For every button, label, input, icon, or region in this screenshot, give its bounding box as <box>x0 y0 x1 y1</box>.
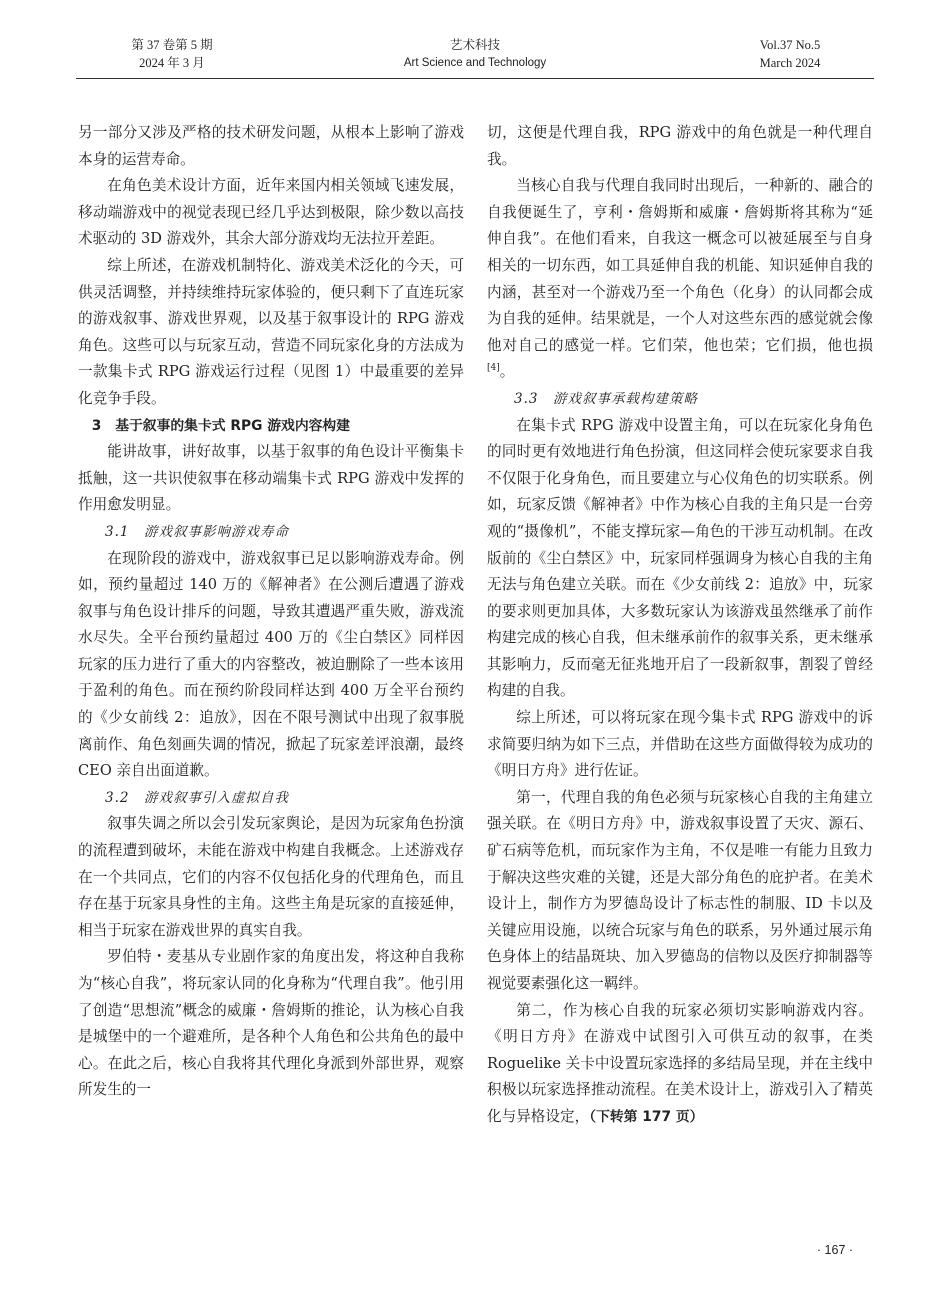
volume-issue: 第 37 卷第 5 期 <box>131 38 213 52</box>
paragraph <box>487 173 873 386</box>
paragraph: 综上所述，在游戏机制特化、游戏美术泛化的今天，可供灵活调整，并持续维持玩家体验的，便只剩下了直连玩家的游戏叙事、游戏世界观，以及基于叙事设计的 RPG 游戏角色。这些可以与玩家互动，营造不同玩家化身的方法成为一款集卡式 RPG 游戏运行过程（见图 1）中最重要的差异化竞争手段。 <box>78 256 464 407</box>
subsection-heading: 3.2 游戏叙事引入虚拟自我 <box>105 789 289 806</box>
paragraph: 能讲故事，讲好故事，以基于叙事的角色设计平衡集卡抵触，这一共识使叙事在移动端集卡式 RPG 游戏中发挥的作用愈发明显。 <box>78 443 464 514</box>
journal-title <box>375 36 575 72</box>
continued-note: （下转第 177 页） <box>589 1108 704 1125</box>
journal-title-cn: 艺术科技 <box>449 38 500 52</box>
paragraph: 在现阶段的游戏中，游戏叙事已足以影响游戏寿命。例如，预约量超过 140 万的《解神者》在公测后遭遇了游戏叙事与角色设计排斥的问题，导致其遭遇严重失败，游戏流水尽失。全平台预约量超过 400 万的《尘白禁区》同样因玩家的压力进行了重大的内容整改，被迫删除了一些本该用于盈利的角色。而在预约阶段同样达到 400 万全平台预约的《少女前线 2：追放》，因在不限号测试中出现了叙事脱离前作、角色刻画失调的情况，掀起了玩家差评浪潮，最终 CEO 亲自出面道歉。 <box>78 549 464 780</box>
issue-info <box>112 36 232 72</box>
right-column <box>487 120 873 1131</box>
page-number: · 167 · <box>816 1243 854 1257</box>
paragraph-text: 当核心自我与代理自我同时出现后，一种新的、融合的自我便诞生了，亨利・詹姆斯和威廉・詹姆斯将其称为“延伸自我”。在他们看来，自我这一概念可以被延展至与自身相关的一切东西，如工具延伸自我的机能、知识延伸自我的内涵，甚至对一个游戏乃至一个角色（化身）的认同都会成为自我的延伸。结果就是，一个人对这些东西的感觉就会像他对自己的感觉一样。它们荣，他也荣；它们损，他也损 <box>487 177 873 354</box>
journal-header <box>76 34 874 78</box>
paragraph: 叙事失调之所以会引发玩家舆论，是因为玩家角色扮演的流程遭到破坏，未能在游戏中构建自我概念。上述游戏存在一个共同点，它们的内容不仅包括化身的代理角色，而且存在基于玩家具身性的主角。这些主角是玩家的直接延伸，相当于玩家在游戏世界的真实自我。 <box>78 815 464 939</box>
subsection-heading: 3.3 游戏叙事承载构建策略 <box>514 390 698 407</box>
issue-date: 2024 年 3 月 <box>139 56 205 70</box>
journal-title-en: Art Science and Technology <box>403 57 547 69</box>
paragraph: 第一，代理自我的角色必须与玩家核心自我的主角建立强关联。在《明日方舟》中，游戏叙事设置了天灾、源石、矿石病等危机，而玩家作为主角，不仅是唯一有能力且致力于解决这些灾难的关键，还是大部分角色的庇护者。在美术设计上，制作方为罗德岛设计了标志性的制服、ID 卡以及关键应用设施，以统合玩家与角色的联系，另外通过展示角色身体上的结晶斑块、加入罗德岛的信物以及医疗抑制器等视觉要素强化这一羁绊。 <box>487 788 873 992</box>
issue-date-en: March 2024 <box>759 56 821 70</box>
paragraph <box>487 998 873 1131</box>
paragraph: 在角色美术设计方面，近年来国内相关领域飞速发展，移动端游戏中的视觉表现已经几乎达到极限，除少数以高技术驱动的 3D 游戏外，其余大部分游戏均无法拉开差距。 <box>78 177 464 248</box>
paragraph: 另一部分又涉及严格的技术研发问题，从根本上影响了游戏本身的运营寿命。 <box>78 124 464 168</box>
paragraph-text: 第二，作为核心自我的玩家必须切实影响游戏内容。《明日方舟》在游戏中试图引入可供互动的叙事，在类 Roguelike 关卡中设置玩家选择的多结局呈现，并在主线中积极以玩家选择推动流程。在美术设计上，游戏引入了精英化与异格设定， <box>487 1001 873 1125</box>
paragraph: 切，这便是代理自我，RPG 游戏中的角色就是一种代理自我。 <box>487 124 873 168</box>
paragraph-end: 。 <box>499 363 515 381</box>
citation: [4] <box>487 363 500 374</box>
paragraph: 在集卡式 RPG 游戏中设置主角，可以在玩家化身角色的同时更有效地进行角色扮演，但这同样会使玩家要求自我不仅限于化身角色，而且要建立与心仪角色的切实联系。例如，玩家反馈《解神者》中作为核心自我的主角只是一台旁观的“摄像机”，不能支撑玩家—角色的干涉互动机制。在改版前的《尘白禁区》中，玩家同样强调身为核心自我的主角无法与角色建立关联。而在《少女前线 2：追放》中，玩家的要求则更加具体，大多数玩家认为该游戏虽然继承了前作构建完成的核心自我，但未继承前作的叙事关系，更未继承其影响力，反而毫无征兆地开启了一段新叙事，割裂了曾经构建的自我。 <box>487 416 873 700</box>
header-rule <box>76 78 874 79</box>
left-column <box>78 120 464 1104</box>
volume-issue-en: Vol.37 No.5 <box>759 38 821 52</box>
issue-info-en <box>730 36 850 72</box>
paragraph: 综上所述，可以将玩家在现今集卡式 RPG 游戏中的诉求简要归纳为如下三点，并借助在这些方面做得较为成功的《明日方舟》进行佐证。 <box>487 709 873 780</box>
section-heading: 3 基于叙事的集卡式 RPG 游戏内容构建 <box>91 417 351 434</box>
subsection-heading: 3.1 游戏叙事影响游戏寿命 <box>105 523 289 540</box>
paragraph: 罗伯特・麦基从专业剧作家的角度出发，将这种自我称为“核心自我”，将玩家认同的化身称为“代理自我”。他引用了创造“思想流”概念的威廉・詹姆斯的推论，认为核心自我是城堡中的一个避难所，是各种个人角色和公共角色的最中心。在此之后，核心自我将其代理化身派到外部世界，观察所发生的一 <box>78 948 464 1099</box>
